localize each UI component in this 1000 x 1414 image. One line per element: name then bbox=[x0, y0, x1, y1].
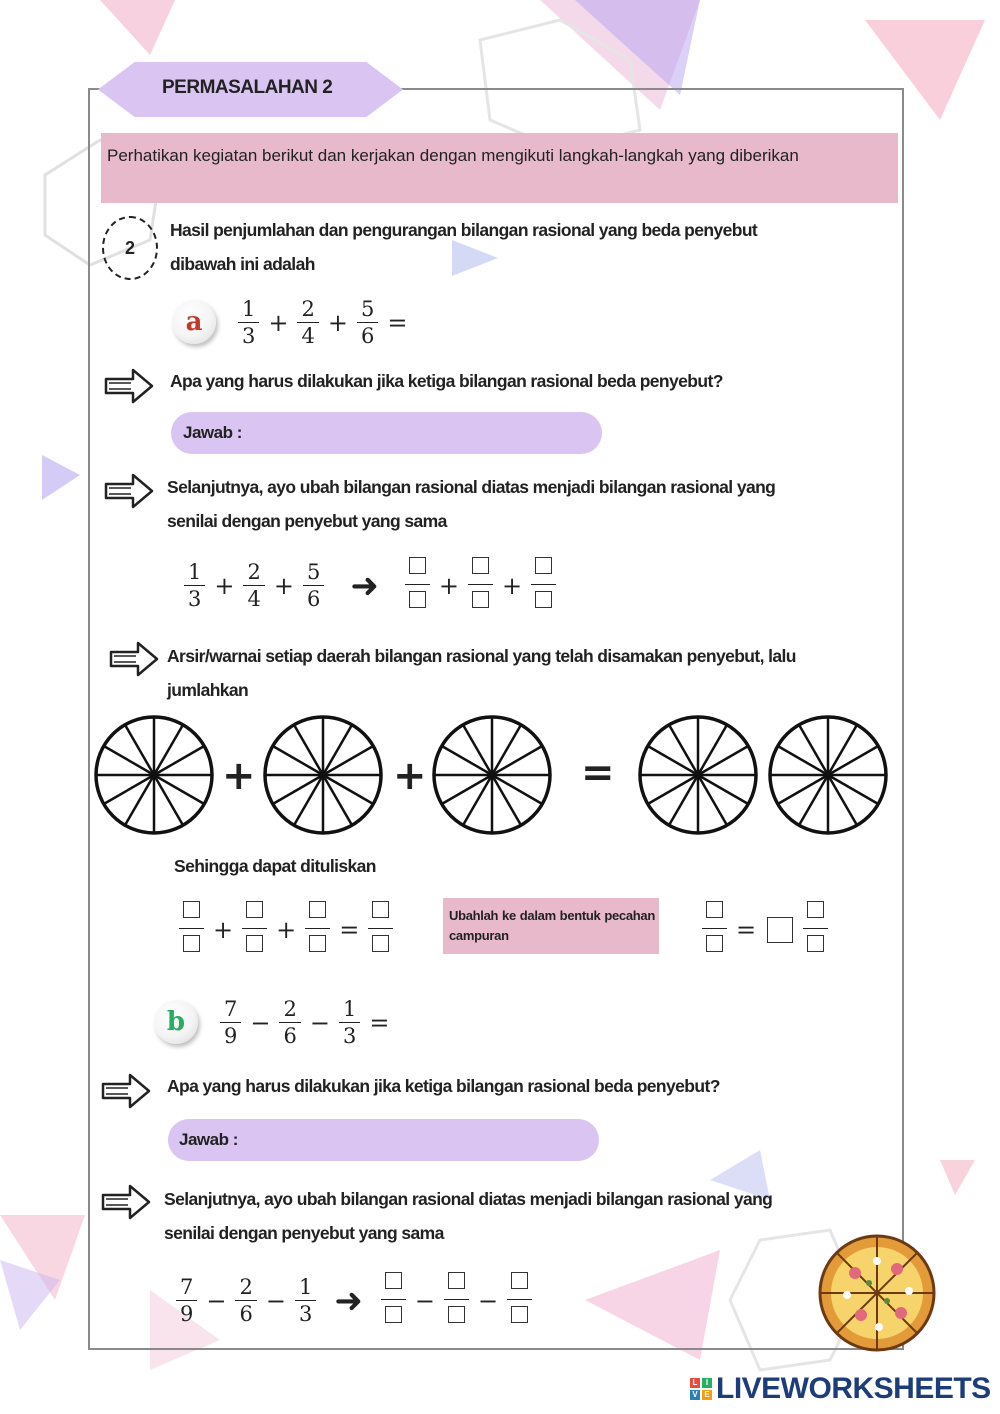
fraction: $\frac{5}{6}$ bbox=[357, 296, 378, 349]
part-b-badge: b bbox=[154, 1000, 198, 1044]
mixed-fraction-blanks: = bbox=[698, 897, 832, 962]
part-a-badge: a bbox=[172, 300, 216, 344]
part-b-answer-label: Jawab : bbox=[179, 1130, 238, 1149]
fraction: $\frac{2}{6}$ bbox=[279, 996, 300, 1049]
pizza-illustration bbox=[817, 1233, 937, 1353]
part-b-expression: $\frac{7}{9}$ − $\frac{2}{6}$ − $\frac{1}{3}$ = bbox=[216, 996, 394, 1049]
blank-fraction[interactable] bbox=[468, 553, 493, 618]
fraction-wheel-3[interactable] bbox=[431, 714, 553, 836]
blank-fraction[interactable] bbox=[179, 897, 204, 962]
fraction-wheel-result-1[interactable] bbox=[637, 714, 759, 836]
whole-number-blank[interactable] bbox=[767, 917, 793, 943]
arrow-right-icon bbox=[100, 1072, 152, 1110]
fraction: $\frac{2}{4}$ bbox=[243, 559, 264, 612]
problem-question-line1: Hasil penjumlahan dan pengurangan bilangan rasional yang beda penyebut bbox=[170, 220, 758, 240]
part-b-step1: Apa yang harus dilakukan jika ketiga bilangan rasional beda penyebut? bbox=[167, 1076, 720, 1096]
part-a-conclusion: Sehingga dapat dituliskan bbox=[174, 856, 376, 876]
fraction: $\frac{1}{3}$ bbox=[295, 1274, 316, 1327]
page-title: PERMASALAHAN 2 bbox=[162, 77, 333, 98]
conversion-arrow: ➜ bbox=[334, 1280, 363, 1321]
problem-number: 2 bbox=[102, 216, 158, 280]
blank-fraction[interactable] bbox=[702, 897, 727, 962]
fraction: $\frac{2}{6}$ bbox=[235, 1274, 256, 1327]
blank-fraction[interactable] bbox=[803, 897, 828, 962]
brand-name: LIVEWORKSHEETS bbox=[716, 1372, 991, 1405]
blank-fraction[interactable] bbox=[305, 897, 330, 962]
part-a-convert-expression: $\frac{1}{3}$ + $\frac{2}{4}$ + $\frac{5}{6}$ ➜ + + bbox=[180, 553, 560, 618]
fraction: $\frac{7}{9}$ bbox=[176, 1274, 197, 1327]
part-b-convert-expression: $\frac{7}{9}$ − $\frac{2}{6}$ − $\frac{1}{3}$ ➜ − − bbox=[172, 1268, 536, 1333]
liveworksheets-logo bbox=[690, 1372, 991, 1406]
blank-fraction[interactable] bbox=[507, 1268, 532, 1333]
blank-fraction[interactable] bbox=[405, 553, 430, 618]
problem-question-line2: dibawah ini adalah bbox=[170, 254, 315, 274]
instruction-text: Perhatikan kegiatan berikut dan kerjakan dengan mengikuti langkah-langkah yang diberikan bbox=[107, 146, 799, 165]
blank-fraction[interactable] bbox=[368, 897, 393, 962]
fraction: $\frac{7}{9}$ bbox=[220, 996, 241, 1049]
part-b-step2-line1: Selanjutnya, ayo ubah bilangan rasional diatas menjadi bilangan rasional yang bbox=[164, 1189, 773, 1209]
blank-fraction[interactable] bbox=[444, 1268, 469, 1333]
part-a-step3-line2: jumlahkan bbox=[167, 680, 249, 700]
part-a-step3-line1: Arsir/warnai setiap daerah bilangan rasional yang telah disamakan penyebut, lalu bbox=[167, 646, 796, 666]
fraction: $\frac{2}{4}$ bbox=[297, 296, 318, 349]
fraction: $\frac{1}{3}$ bbox=[339, 996, 360, 1049]
part-a-sum-blanks: + + = bbox=[175, 897, 397, 962]
arrow-right-icon bbox=[103, 472, 155, 510]
fraction: $\frac{1}{3}$ bbox=[238, 296, 259, 349]
fraction-wheel-1[interactable] bbox=[93, 714, 215, 836]
mixed-fraction-note: Ubahlah ke dalam bentuk pecahan campuran bbox=[449, 908, 655, 943]
logo-mark-icon: L I V E bbox=[690, 1378, 712, 1400]
fraction: $\frac{5}{6}$ bbox=[303, 559, 324, 612]
blank-fraction[interactable] bbox=[381, 1268, 406, 1333]
part-b-step2-line2: senilai dengan penyebut yang sama bbox=[164, 1223, 444, 1243]
plus-sign: + bbox=[222, 753, 256, 799]
arrow-right-icon bbox=[103, 367, 155, 405]
blank-fraction[interactable] bbox=[242, 897, 267, 962]
equals-sign: = bbox=[581, 750, 615, 796]
part-a-step2-line1: Selanjutnya, ayo ubah bilangan rasional diatas menjadi bilangan rasional yang bbox=[167, 477, 776, 497]
arrow-right-icon bbox=[108, 640, 160, 678]
fraction: $\frac{1}{3}$ bbox=[184, 559, 205, 612]
part-a-step2-line2: senilai dengan penyebut yang sama bbox=[167, 511, 447, 531]
conversion-arrow: ➜ bbox=[350, 565, 379, 606]
fraction-wheel-2[interactable] bbox=[262, 714, 384, 836]
part-a-expression: $\frac{1}{3}$ + $\frac{2}{4}$ + $\frac{5}{6}$ = bbox=[234, 296, 412, 349]
part-a-answer-label: Jawab : bbox=[183, 423, 242, 442]
arrow-right-icon bbox=[100, 1183, 152, 1221]
fraction-wheel-result-2[interactable] bbox=[767, 714, 889, 836]
part-a-step1: Apa yang harus dilakukan jika ketiga bilangan rasional beda penyebut? bbox=[170, 371, 723, 391]
blank-fraction[interactable] bbox=[531, 553, 556, 618]
plus-sign: + bbox=[393, 753, 427, 799]
